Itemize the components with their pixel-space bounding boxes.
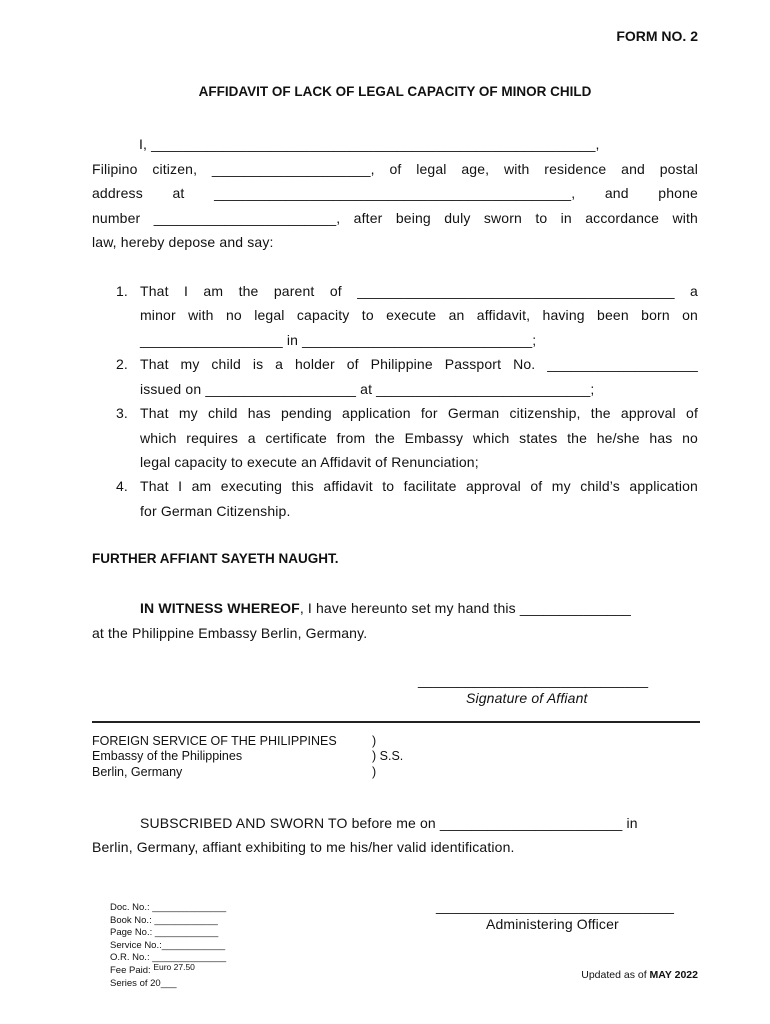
notarial-book-no: Book No.: ____________ [110, 915, 218, 926]
updated-note [581, 969, 698, 981]
officer-label: Administering Officer [486, 916, 619, 932]
venue-paren-1: ) [372, 734, 377, 748]
item-3-line-3: legal capacity to execute an Affidavit of Renunciation; [140, 454, 479, 470]
item-2-number: 2. [116, 356, 128, 372]
item-1-line-3: __________________ in _____________________________; [140, 332, 537, 348]
item-3-number: 3. [116, 405, 128, 421]
fee-paid-value: Euro 27.50 [153, 962, 195, 972]
notarial-service-no: Service No.:____________ [110, 940, 226, 951]
notarial-series: Series of 20___ [110, 978, 177, 989]
item-3-line-1: That my child has pending application for German citizenship, the approval of [140, 405, 698, 421]
venue-line-1: FOREIGN SERVICE OF THE PHILIPPINES [92, 734, 337, 748]
item-3-line-2: which requires a certificate from the Embassy which states the he/she has no [140, 430, 698, 446]
notarial-fee-paid [110, 962, 195, 976]
affiant-signature-label: Signature of Affiant [466, 690, 588, 706]
item-1-line-1: That I am the parent of ________________________________________ a [140, 283, 698, 299]
witness-line-2: at the Philippine Embassy Berlin, Germany. [92, 625, 368, 641]
item-4-number: 4. [116, 478, 128, 494]
notarial-page-no: Page No.: ____________ [110, 927, 219, 938]
subscribed-line-2: Berlin, Germany, affiant exhibiting to me his/her valid identification. [92, 839, 515, 855]
item-2-line-2: issued on ___________________ at ___________________________; [140, 381, 595, 397]
item-2-line-1: That my child is a holder of Philippine Passport No. ___________________ [140, 356, 698, 372]
intro-line-5: law, hereby depose and say: [92, 234, 274, 250]
witness-line-1 [140, 600, 631, 616]
officer-signature-line: ______________________________ [436, 898, 675, 914]
intro-line-1: I, ________________________________________________________, [139, 136, 600, 152]
item-1-line-2: minor with no legal capacity to execute an affidavit, having been born on [140, 307, 698, 323]
witness-bold: IN WITNESS WHEREOF [140, 600, 300, 616]
section-divider [92, 721, 700, 723]
subscribed-line-1: SUBSCRIBED AND SWORN TO before me on _______________________ in [140, 815, 638, 831]
venue-ss: ) S.S. [372, 749, 404, 763]
fee-paid-label: Fee Paid: [110, 965, 154, 976]
venue-paren-3: ) [372, 765, 377, 779]
intro-line-3: address at _____________________________________________, and phone [92, 185, 698, 201]
affiant-signature-line: _____________________________ [418, 672, 649, 688]
venue-line-2: Embassy of the Philippines [92, 749, 243, 763]
form-number: FORM NO. 2 [616, 28, 698, 44]
item-4-line-2: for German Citizenship. [140, 503, 291, 519]
document-title: AFFIDAVIT OF LACK OF LEGAL CAPACITY OF MINOR CHILD [198, 84, 592, 99]
notarial-or-no: O.R. No.: ______________ [110, 952, 227, 963]
item-1-number: 1. [116, 283, 128, 299]
updated-date: MAY 2022 [649, 969, 698, 981]
notarial-doc-no: Doc. No.: ______________ [110, 902, 227, 913]
intro-line-2: Filipino citizen, ____________________, of legal age, with residence and postal [92, 161, 698, 177]
witness-rest: , I have hereunto set my hand this ______________ [299, 600, 631, 616]
item-4-line-1: That I am executing this affidavit to facilitate approval of my child’s application [140, 478, 698, 494]
intro-line-4: number _______________________, after being duly sworn to in accordance with [92, 210, 698, 226]
further-affiant-heading: FURTHER AFFIANT SAYETH NAUGHT. [92, 551, 339, 566]
updated-prefix: Updated as of [581, 969, 650, 981]
venue-line-3: Berlin, Germany [92, 765, 183, 779]
